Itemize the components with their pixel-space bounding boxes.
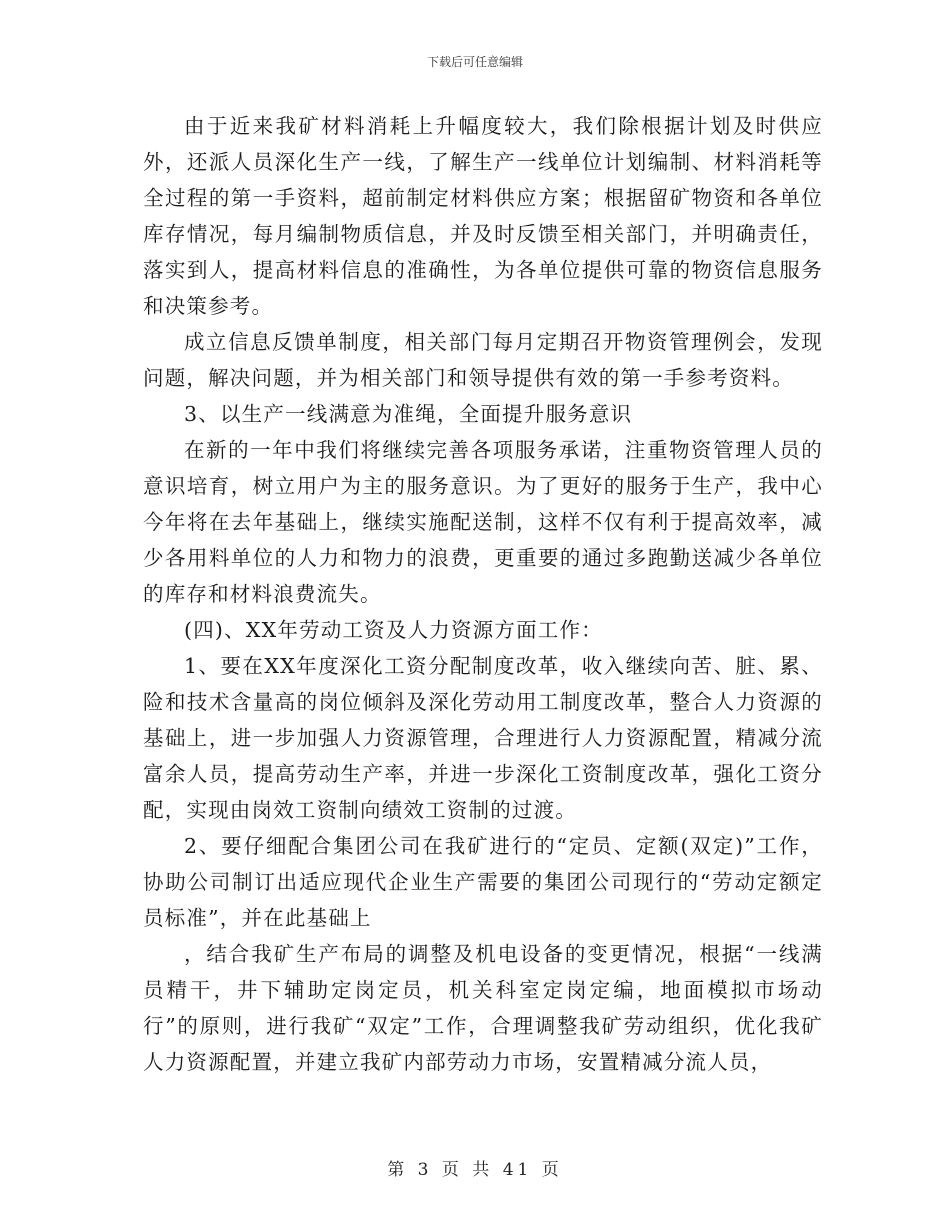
section-heading-service: 3、以生产一线满意为准绳，全面提升服务意识	[184, 402, 633, 426]
paragraph-material-supply: 由于近来我矿材料消耗上升幅度较大，我们除根据计划及时供应外，还派人员深化生产一线，了解生产一线单位计划编制、材料消耗等全过程的第一手资料，超前制定材料供应方案；根据留矿物资和各单位库存情况，每月编制物质信息，并及时反馈至相关部门，并明确责任，落实到人，提高材料信息的准确性，为各单位提供可靠的物资信息服务和决策参考。	[143, 114, 823, 318]
section-heading-labor-wages: (四)、XX年劳动工资及人力资源方面工作：	[184, 618, 603, 642]
paragraph-labor-organization: ，结合我矿生产布局的调整及机电设备的变更情况，根据“一线满员精干，井下辅助定岗定员，机关科室定岗定编，地面模拟市场动行”的原则，进行我矿“双定”工作，合理调整我矿劳动组织，优化我矿人力资源配置，并建立我矿内部劳动力市场，安置精减分流人员，	[143, 942, 823, 1074]
paragraph-feedback-system: 成立信息反馈单制度，相关部门每月定期召开物资管理例会，发现问题，解决问题，并为相关部门和领导提供有效的第一手参考资料。	[143, 330, 823, 390]
page-number: 第 3 页 共 41 页	[387, 1160, 563, 1180]
paragraph-staffing-quota: 2、要仔细配合集团公司在我矿进行的“定员、定额(双定)”工作，协助公司制订出适应现代企业生产需要的集团公司现行的“劳动定额定员标准”，并在此基础上	[143, 834, 823, 930]
page-header: 下载后可任意编辑	[426, 55, 523, 69]
paragraph-wage-reform: 1、要在XX年度深化工资分配制度改革，收入继续向苦、脏、累、险和技术含量高的岗位倾斜及深化劳动用工制度改革，整合人力资源的基础上，进一步加强人力资源管理，合理进行人力资源配置，精减分流富余人员，提高劳动生产率，并进一步深化工资制度改革，强化工资分配，实现由岗效工资制向绩效工资制的过渡。	[143, 654, 823, 822]
paragraph-service-commitment: 在新的一年中我们将继续完善各项服务承诺，注重物资管理人员的意识培育，树立用户为主的服务意识。为了更好的服务于生产，我中心今年将在去年基础上，继续实施配送制，这样不仅有利于提高效率，减少各用料单位的人力和物力的浪费，更重要的通过多跑勤送减少各单位的库存和材料浪费流失。	[143, 438, 823, 606]
document-body	[143, 108, 823, 1080]
